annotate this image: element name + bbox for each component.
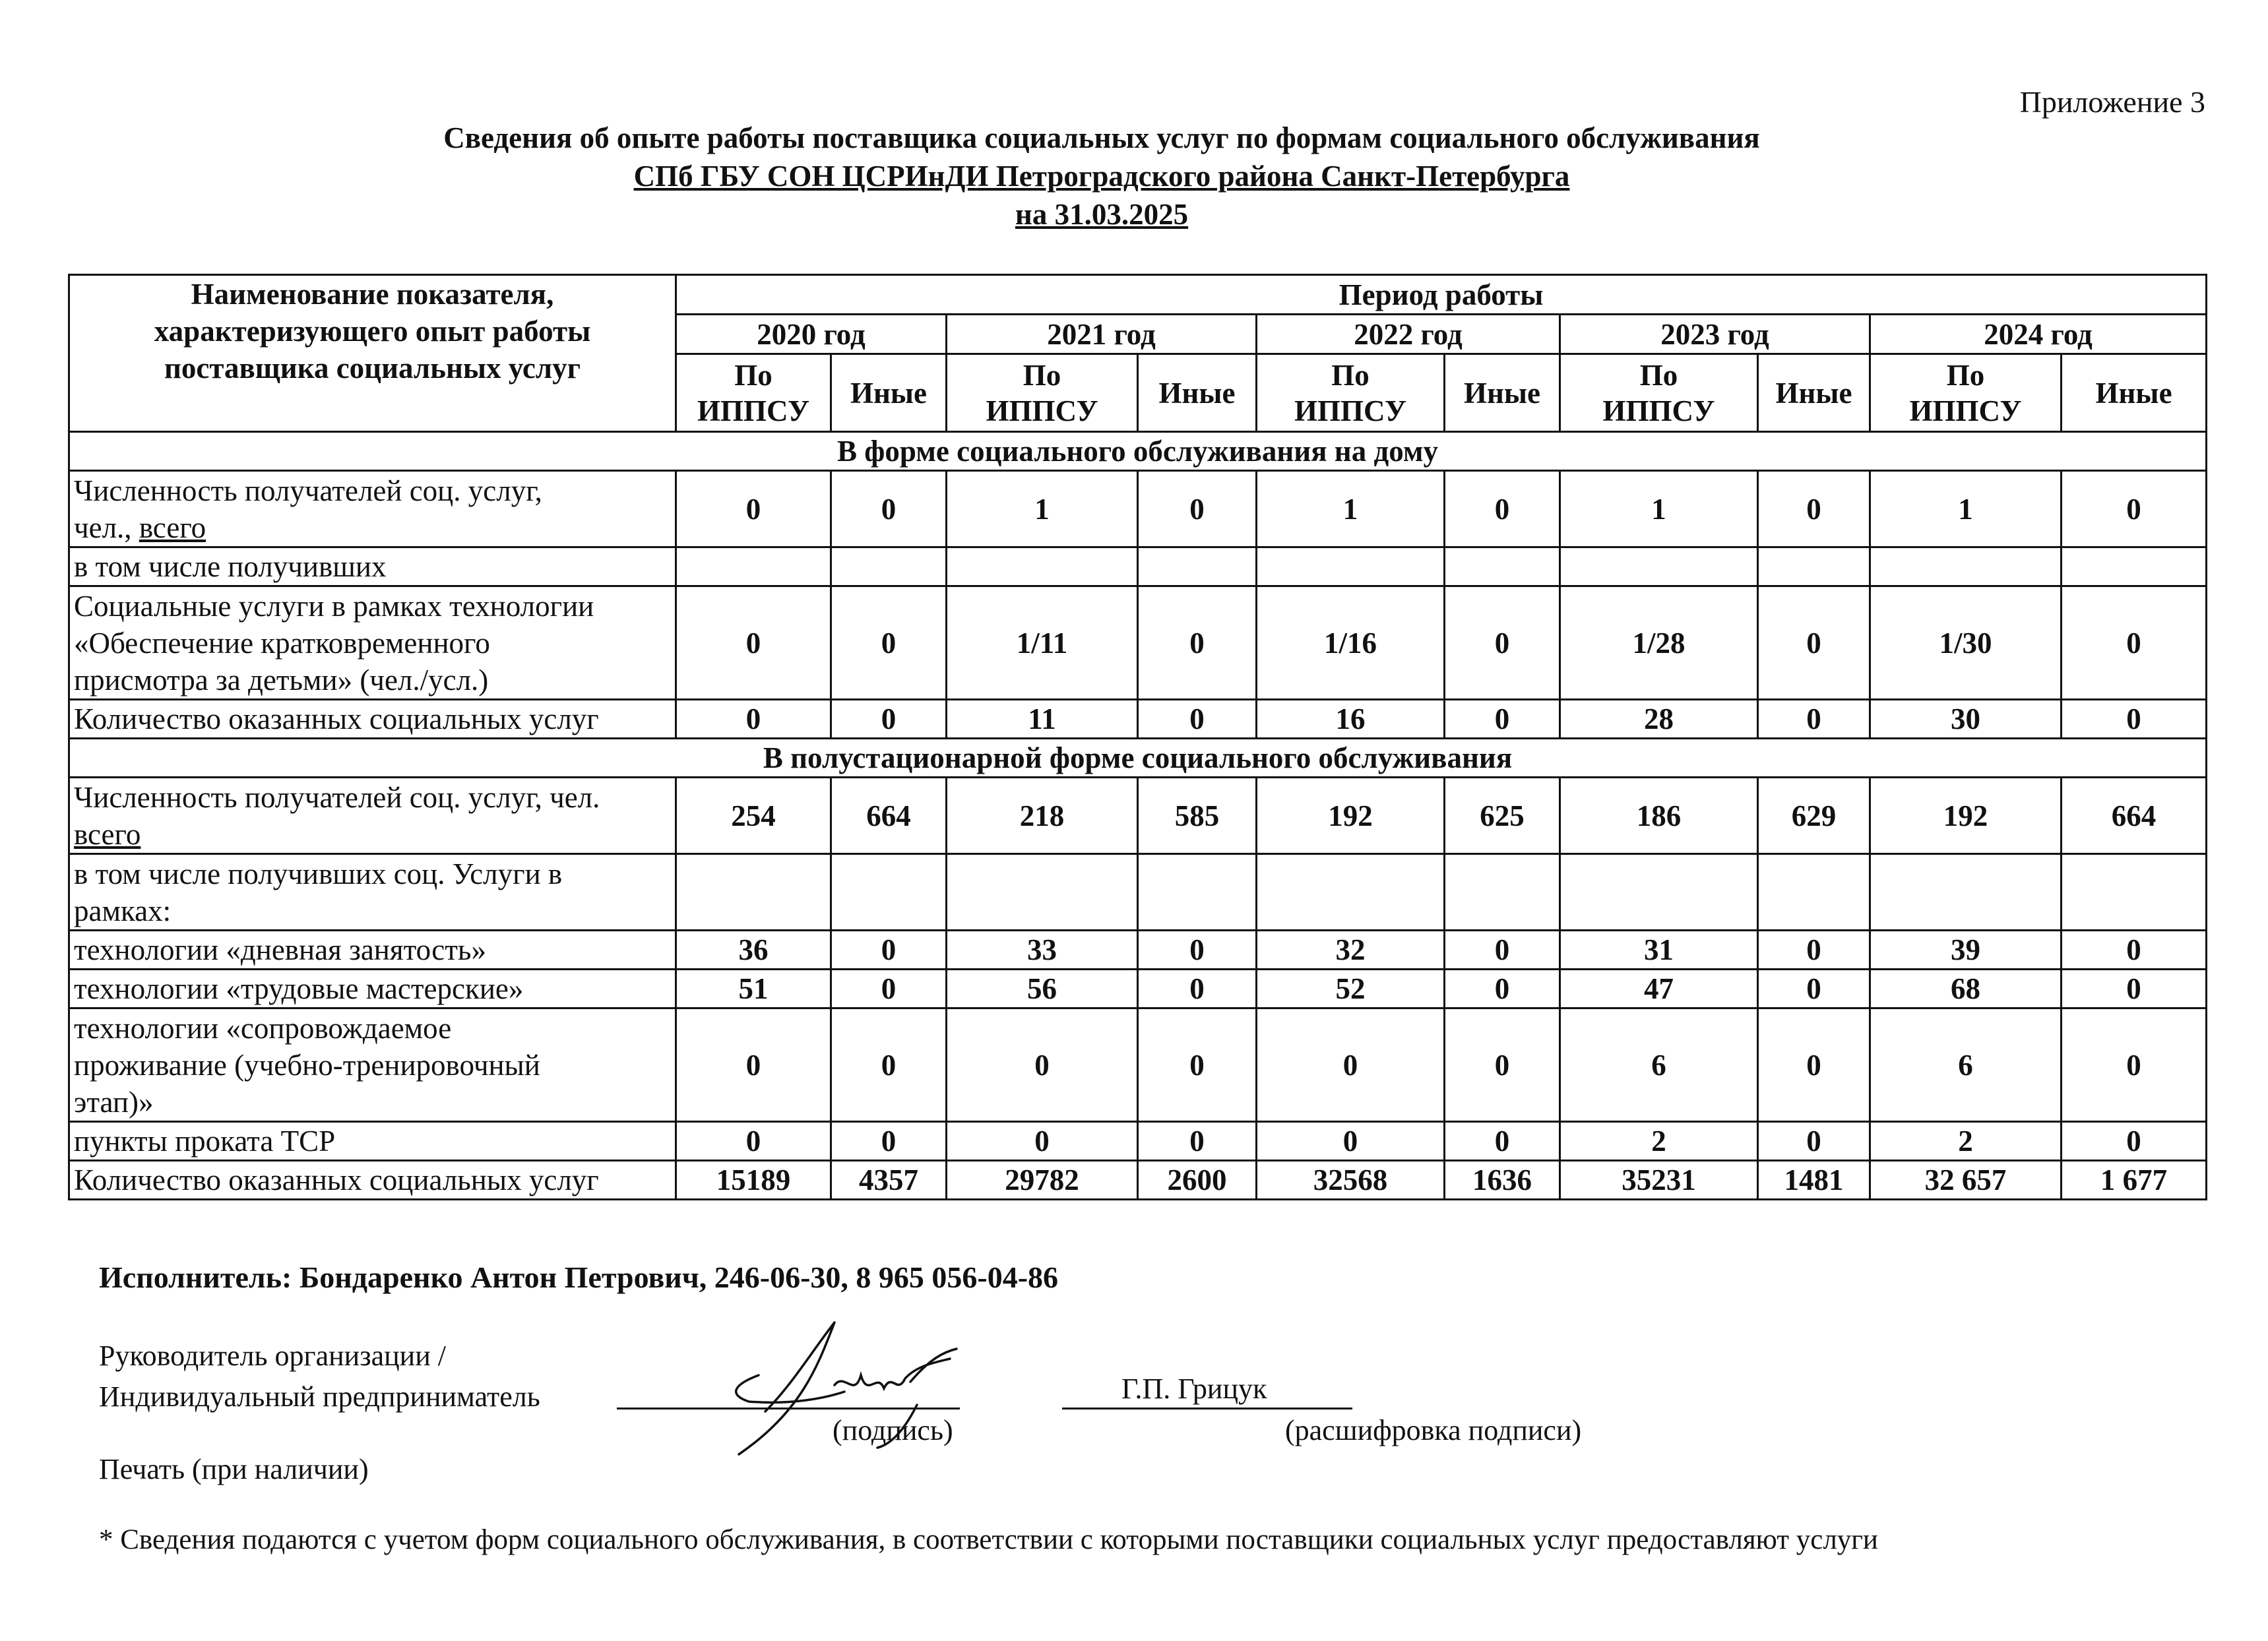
value-cell: 0 [1758, 471, 1870, 547]
year-header: 2023 год [1560, 315, 1870, 354]
ippsu-header [947, 354, 1138, 432]
value-cell: 0 [831, 970, 947, 1008]
indicator-label [69, 931, 676, 970]
label-part: рамках: [74, 894, 172, 927]
value-cell: 0 [2062, 931, 2207, 970]
value-cell: 186 [1560, 778, 1758, 854]
label-line: этап)» [74, 1085, 154, 1119]
value-cell: 15189 [676, 1161, 831, 1200]
value-cell: 0 [1445, 700, 1560, 739]
value-cell [1758, 854, 1870, 931]
table-row [69, 970, 2207, 1008]
value-cell: 0 [831, 586, 947, 700]
value-cell [676, 547, 831, 586]
indicator-label [69, 1008, 676, 1122]
label-part: «Обеспечение кратковременного [74, 626, 490, 660]
value-cell: 0 [1138, 931, 1257, 970]
year-header: 2022 год [1257, 315, 1560, 354]
value-cell: 0 [676, 700, 831, 739]
section-title: В полустационарной форме социального обслуживания [69, 739, 2207, 778]
label-part: чел., [74, 511, 139, 544]
value-cell: 4357 [831, 1161, 947, 1200]
value-cell: 0 [2062, 1122, 2207, 1161]
year-header: 2021 год [947, 315, 1257, 354]
indicator-label [69, 586, 676, 700]
label-line [74, 816, 671, 853]
value-cell: 0 [831, 1122, 947, 1161]
value-cell: 35231 [1560, 1161, 1758, 1200]
other-header: Иные [1758, 354, 1870, 432]
value-cell: 0 [676, 471, 831, 547]
value-cell: 16 [1257, 700, 1445, 739]
table-row [69, 471, 2207, 547]
ippsu-header-line-2: ИППСУ [1294, 394, 1406, 427]
signer-name: Г.П. Грицук [1121, 1373, 1267, 1405]
other-header: Иные [2062, 354, 2207, 432]
annex-label: Приложение 3 [2019, 85, 2205, 119]
value-cell: 33 [947, 931, 1138, 970]
table-row [69, 931, 2207, 970]
label-line [74, 892, 671, 929]
value-cell [2062, 547, 2207, 586]
value-cell: 0 [1758, 970, 1870, 1008]
value-cell [1257, 854, 1445, 931]
ippsu-header-line-2: ИППСУ [986, 394, 1098, 427]
label-line: Количество оказанных социальных услуг [74, 1163, 599, 1196]
value-cell: 32568 [1257, 1161, 1445, 1200]
footnote: * Сведения подаются с учетом форм социального обслуживания, в соответствии с которыми поставщики социальных услуг предоставляют услуги [99, 1524, 1878, 1555]
value-cell: 1481 [1758, 1161, 1870, 1200]
value-cell: 0 [1257, 1008, 1445, 1122]
year-header: 2020 год [676, 315, 947, 354]
value-cell [1445, 854, 1560, 931]
value-cell [1560, 854, 1758, 931]
value-cell: 0 [1445, 931, 1560, 970]
signature-caption: (подпись) [833, 1414, 953, 1446]
value-cell [1138, 547, 1257, 586]
table-row [69, 586, 2207, 700]
value-cell: 2600 [1138, 1161, 1257, 1200]
value-cell: 0 [2062, 700, 2207, 739]
label-line: пункты проката ТСР [74, 1125, 336, 1158]
ippsu-header-line-1: По [734, 358, 772, 392]
value-cell: 0 [676, 586, 831, 700]
value-cell: 1/11 [947, 586, 1138, 700]
ippsu-header-line-1: По [1023, 358, 1061, 392]
title-line-2: СПб ГБУ СОН ЦСРИнДИ Петроградского района Санкт-Петербурга [633, 160, 1570, 193]
handwritten-signature [719, 1313, 983, 1464]
value-cell: 0 [1138, 1008, 1257, 1122]
value-cell [947, 854, 1138, 931]
value-cell: 0 [1138, 586, 1257, 700]
value-cell: 47 [1560, 970, 1758, 1008]
value-cell: 0 [1138, 471, 1257, 547]
title-line-3: на 31.03.2025 [1015, 198, 1189, 231]
label-line: присмотра за детьми» (чел./усл.) [74, 663, 489, 697]
value-cell: 32 657 [1870, 1161, 2062, 1200]
indicator-label [69, 1161, 676, 1200]
indicator-label [69, 1122, 676, 1161]
label-line: в том числе получивших [74, 550, 387, 583]
value-cell: 0 [2062, 471, 2207, 547]
value-cell [1758, 547, 1870, 586]
indicator-label [69, 547, 676, 586]
value-cell [2062, 854, 2207, 931]
value-cell: 1/28 [1560, 586, 1758, 700]
table-row [69, 700, 2207, 739]
value-cell: 6 [1870, 1008, 2062, 1122]
value-cell: 192 [1257, 778, 1445, 854]
label-line: технологии «сопровождаемое [74, 1011, 452, 1045]
value-cell: 30 [1870, 700, 2062, 739]
value-cell: 0 [1445, 586, 1560, 700]
value-cell: 585 [1138, 778, 1257, 854]
indicator-label [69, 700, 676, 739]
value-cell: 254 [676, 778, 831, 854]
experience-table [68, 274, 2207, 1200]
value-cell: 0 [1758, 586, 1870, 700]
label-line: в том числе получивших соц. Услуги в [74, 857, 563, 890]
section-row [69, 432, 2207, 471]
label-line [74, 1047, 671, 1084]
ippsu-header-line-1: По [1946, 358, 1985, 392]
label-line: технологии «трудовые мастерские» [74, 972, 524, 1005]
label-line: Количество оказанных социальных услуг [74, 702, 599, 735]
value-cell: 0 [831, 1008, 947, 1122]
value-cell: 0 [1257, 1122, 1445, 1161]
value-cell [1870, 854, 2062, 931]
label-underlined: всего [74, 817, 141, 851]
title-line-1: Сведения об опыте работы поставщика социальных услуг по формам социального обслуживания [443, 121, 1760, 154]
value-cell: 52 [1257, 970, 1445, 1008]
value-cell: 0 [2062, 970, 2207, 1008]
indicator-label [69, 970, 676, 1008]
value-cell: 0 [1445, 1008, 1560, 1122]
value-cell: 0 [1758, 1122, 1870, 1161]
year-header: 2024 год [1870, 315, 2207, 354]
value-cell: 192 [1870, 778, 2062, 854]
label-line: Численность получателей соц. услуг, [74, 474, 542, 507]
value-cell: 0 [947, 1008, 1138, 1122]
value-cell [831, 854, 947, 931]
label-line: технологии «дневная занятость» [74, 933, 486, 966]
value-cell: 0 [1445, 1122, 1560, 1161]
value-cell: 39 [1870, 931, 2062, 970]
value-cell: 51 [676, 970, 831, 1008]
value-cell [1138, 854, 1257, 931]
role-line-1: Руководитель организации / [99, 1340, 446, 1372]
ippsu-header-line-1: По [1331, 358, 1370, 392]
ippsu-header-line-1: По [1639, 358, 1678, 392]
value-cell: 6 [1560, 1008, 1758, 1122]
table-body [69, 432, 2207, 1200]
ippsu-header-line-2: ИППСУ [1909, 394, 2022, 427]
table-row [69, 1161, 2207, 1200]
value-cell: 32 [1257, 931, 1445, 970]
value-cell: 1 [1560, 471, 1758, 547]
other-header: Иные [831, 354, 947, 432]
stamp-label: Печать (при наличии) [99, 1453, 369, 1485]
name-line [1062, 1408, 1352, 1409]
value-cell: 0 [831, 700, 947, 739]
value-cell: 0 [947, 1122, 1138, 1161]
indicator-name-header: Наименование показателя, характеризующего опыт работы поставщика социальных услуг [69, 275, 676, 432]
value-cell: 29782 [947, 1161, 1138, 1200]
value-cell: 0 [1138, 700, 1257, 739]
table-row [69, 854, 2207, 931]
value-cell: 1 [1257, 471, 1445, 547]
ippsu-header-line-2: ИППСУ [697, 394, 809, 427]
value-cell: 1 677 [2062, 1161, 2207, 1200]
value-cell: 1636 [1445, 1161, 1560, 1200]
value-cell: 0 [676, 1008, 831, 1122]
indicator-label [69, 854, 676, 931]
document-title [0, 119, 2203, 233]
value-cell: 0 [676, 1122, 831, 1161]
value-cell [1445, 547, 1560, 586]
period-header: Период работы [676, 275, 2207, 315]
decode-caption: (расшифровка подписи) [1285, 1414, 1582, 1446]
value-cell: 2 [1870, 1122, 2062, 1161]
ippsu-header [1870, 354, 2062, 432]
label-part: проживание (учебно-тренировочный [74, 1048, 540, 1082]
value-cell: 1 [1870, 471, 2062, 547]
value-cell: 218 [947, 778, 1138, 854]
value-cell: 11 [947, 700, 1138, 739]
section-title: В форме социального обслуживания на дому [69, 432, 2207, 471]
label-line: Социальные услуги в рамках технологии [74, 589, 594, 623]
value-cell [1257, 547, 1445, 586]
table-row [69, 1008, 2207, 1122]
value-cell [1560, 547, 1758, 586]
ippsu-header [676, 354, 831, 432]
table-row [69, 778, 2207, 854]
indicator-label [69, 471, 676, 547]
value-cell: 2 [1560, 1122, 1758, 1161]
value-cell [1870, 547, 2062, 586]
table-row [69, 1122, 2207, 1161]
indicator-label [69, 778, 676, 854]
value-cell: 31 [1560, 931, 1758, 970]
label-underlined: всего [139, 511, 206, 544]
table-row [69, 547, 2207, 586]
value-cell: 0 [1445, 471, 1560, 547]
ippsu-header-line-2: ИППСУ [1602, 394, 1715, 427]
value-cell: 0 [1138, 970, 1257, 1008]
label-line [74, 509, 671, 546]
value-cell: 0 [1138, 1122, 1257, 1161]
label-line [74, 625, 671, 662]
value-cell: 36 [676, 931, 831, 970]
value-cell: 1/16 [1257, 586, 1445, 700]
value-cell: 28 [1560, 700, 1758, 739]
value-cell: 0 [2062, 586, 2207, 700]
value-cell: 0 [831, 931, 947, 970]
value-cell: 1 [947, 471, 1138, 547]
section-row [69, 739, 2207, 778]
value-cell: 629 [1758, 778, 1870, 854]
value-cell: 68 [1870, 970, 2062, 1008]
executor-line: Исполнитель: Бондаренко Антон Петрович, 246-06-30, 8 965 056-04-86 [99, 1260, 1059, 1294]
other-header: Иные [1445, 354, 1560, 432]
value-cell: 0 [2062, 1008, 2207, 1122]
value-cell [947, 547, 1138, 586]
label-line: Численность получателей соц. услуг, чел. [74, 780, 600, 814]
other-header: Иные [1138, 354, 1257, 432]
value-cell: 0 [1758, 1008, 1870, 1122]
value-cell: 0 [1758, 700, 1870, 739]
role-line-2: Индивидуальный предприниматель [99, 1380, 540, 1413]
value-cell: 664 [831, 778, 947, 854]
value-cell [676, 854, 831, 931]
value-cell: 0 [1445, 970, 1560, 1008]
value-cell [831, 547, 947, 586]
value-cell: 0 [1758, 931, 1870, 970]
ippsu-header [1560, 354, 1758, 432]
value-cell: 664 [2062, 778, 2207, 854]
value-cell: 625 [1445, 778, 1560, 854]
value-cell: 56 [947, 970, 1138, 1008]
value-cell: 1/30 [1870, 586, 2062, 700]
value-cell: 0 [831, 471, 947, 547]
ippsu-header [1257, 354, 1445, 432]
signature-role [99, 1336, 540, 1417]
